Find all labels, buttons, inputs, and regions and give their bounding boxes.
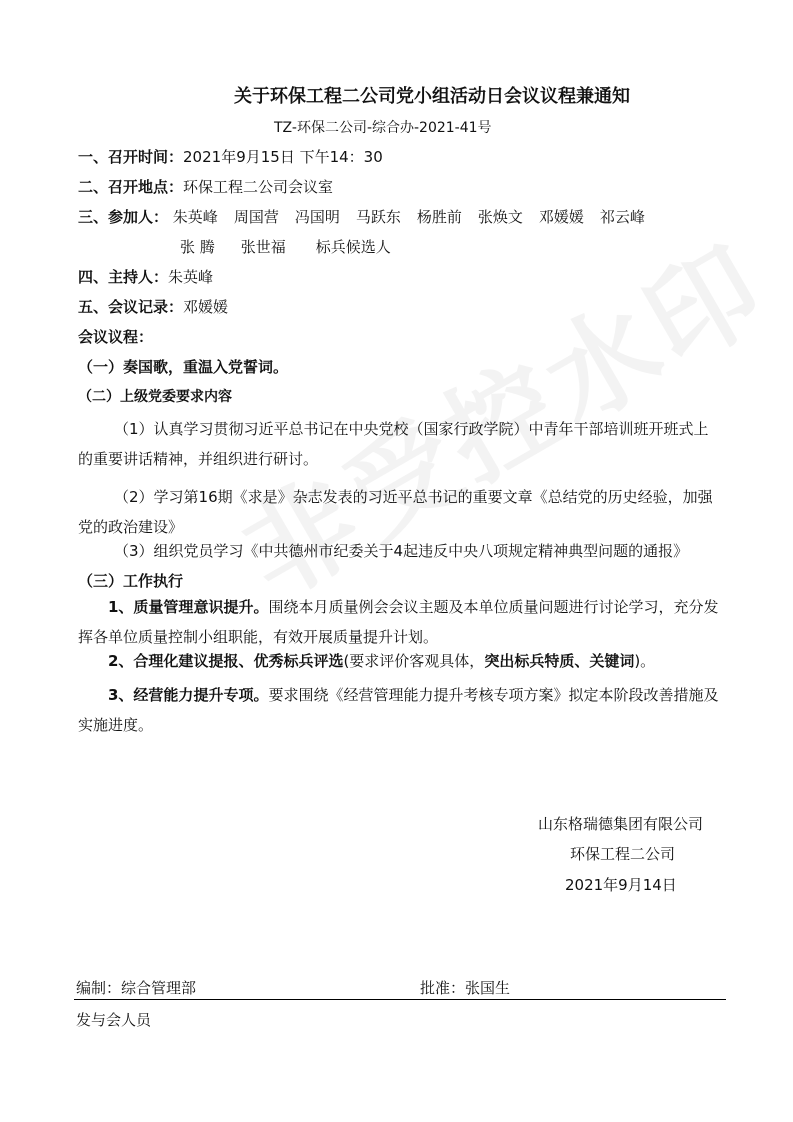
meeting-time [78,146,383,167]
work-item-2-end: )。 [634,652,656,670]
attendees-line-2 [180,236,407,257]
time-value: 2021年9月15日 下午14：30 [183,148,383,166]
attendee: 冯国明 [294,208,340,226]
footer-distribution: 发与会人员 [76,1011,152,1029]
attendee: 张世福 [240,238,286,256]
attendees-line-1 [173,208,661,226]
host-value: 朱英峰 [168,268,214,286]
attendee: 朱英峰 [172,208,218,226]
work-item-1-heading: 1、质量管理意识提升。 [108,598,269,616]
attendee: 马跃东 [355,208,401,226]
document-number: TZ-环保二公司-综合办-2021-41号 [274,120,492,136]
work-item-2-heading: 2、合理化建议提报、优秀标兵评选 [108,652,344,670]
recorder-label: 五、会议记录： [78,298,184,316]
attendee: 周国营 [233,208,279,226]
attendees-label: 三、参加人： [78,208,169,226]
recorder-value: 邓媛媛 [183,298,229,316]
signature-date: 2021年9月14日 [565,876,677,894]
agenda-item-3: （3）组织党员学习《中共德州市纪委关于4起违反中央八项规定精神典型问题的通报》 [114,542,689,560]
work-item-1 [78,592,723,652]
document-title: 关于环保工程二公司党小组活动日会议议程兼通知 [234,86,630,107]
footer-approver: 批准：张国生 [420,979,511,997]
attendees [78,206,661,227]
host-label: 四、主持人： [78,268,169,286]
work-item-3-text: 要求围绕《经营管理能力提升考核专项方案》拟定本阶段改善措施及实施进度。 [78,686,719,734]
agenda-section-2: （二）上级党委要求内容 [78,389,232,405]
work-item-2-emphasis: 突出标兵特质、关键词 [484,652,635,670]
work-item-3-heading: 3、经营能力提升专项。 [108,686,269,704]
footer-divider [74,999,726,1000]
agenda-item-1: （1）认真学习贯彻习近平总书记在中央党校（国家行政学院）中青年干部培训班开班式上的重要讲话精神，并组织进行研讨。 [78,420,709,468]
place-label: 二、召开地点： [78,178,184,196]
place-value: 环保工程二公司会议室 [183,178,334,196]
work-item-2-text: (要求评价客观具体， [343,652,485,670]
time-label: 一、召开时间： [78,148,184,166]
agenda-section-1: （一）奏国歌，重温入党誓词。 [78,358,289,376]
attendee: 祁云峰 [599,208,645,226]
agenda-item-2: （2）学习第16期《求是》杂志发表的习近平总书记的重要文章《总结党的历史经验，加强党的政治建设》 [78,488,713,536]
meeting-place [78,176,333,197]
meeting-host [78,266,213,287]
agenda-section-3: （三）工作执行 [78,572,184,590]
work-item-2 [78,646,723,676]
agenda-heading: 会议议程： [78,328,154,346]
signature-department: 环保工程二公司 [570,845,676,863]
work-item-3 [78,680,723,740]
footer-editor: 编制：综合管理部 [76,979,197,997]
attendee: 张 腾 [180,238,215,256]
attendee: 标兵候选人 [315,238,391,256]
attendee: 邓媛媛 [538,208,584,226]
work-item-1-text: 围绕本月质量例会会议主题及本单位质量问题进行讨论学习，充分发挥各单位质量控制小组职能，有效开展质量提升计划。 [78,598,719,646]
attendee: 杨胜前 [416,208,462,226]
meeting-recorder [78,296,228,317]
attendee: 张焕文 [477,208,523,226]
signature-company: 山东格瑞德集团有限公司 [538,815,704,833]
